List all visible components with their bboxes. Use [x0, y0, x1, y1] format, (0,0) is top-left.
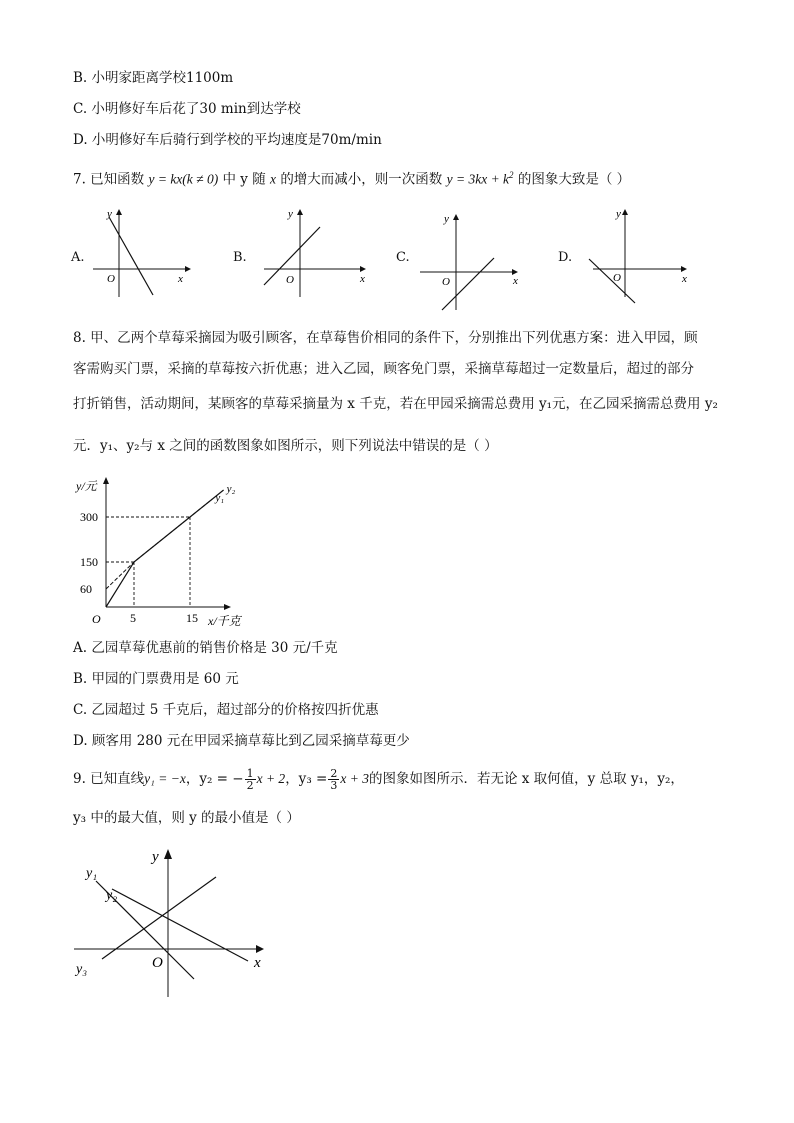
q8-stem-line3: 打折销售，活动期间，某顾客的草莓采摘量为 x 千克，若在甲园采摘需总费用 y₁元，在乙园采摘需总费用 y₂	[73, 396, 718, 412]
y-arrow-icon	[116, 209, 122, 215]
x-axis-label: x	[254, 955, 261, 971]
x-arrow-icon	[681, 266, 687, 272]
x-label: x	[360, 273, 365, 285]
y3-line	[102, 877, 216, 959]
q9-y1-eq: y₁ = −x	[144, 771, 186, 786]
x-axis-label: x/千克	[208, 614, 241, 628]
origin-label: O	[286, 274, 294, 286]
y-axis-label: y	[152, 849, 159, 865]
origin-label: O	[613, 272, 621, 284]
series-label-y2: y₂	[226, 483, 236, 495]
q6-option-d: D. 小明修好车后骑行到学校的平均速度是70m/min	[73, 132, 382, 148]
q7-mid2: 的增大而减小，则一次函数	[280, 171, 443, 188]
q7-mid: 中 y 随	[222, 171, 266, 188]
q8-stem-line1: 8. 甲、乙两个草莓采摘园为吸引顾客，在草莓售价相同的条件下，分别推出下列优惠方案：进入甲园，顾	[73, 330, 698, 346]
q7-graph-a	[85, 205, 215, 300]
x-arrow-icon	[360, 266, 366, 272]
q6-option-b: B. 小明家距离学校1100m	[73, 70, 234, 86]
x-label: x	[682, 273, 687, 285]
y-arrow-icon	[297, 209, 303, 215]
q7-prefix: 7. 已知函数	[73, 171, 145, 188]
y-tick-label: 300	[80, 510, 98, 524]
origin-label: O	[152, 955, 163, 971]
graph-line	[109, 217, 153, 295]
y-arrow-icon	[622, 209, 628, 215]
q8-option-b: B. 甲园的门票费用是 60 元	[73, 671, 239, 687]
y-axis-label: y/元	[76, 479, 97, 493]
q9-frac1-num: 1	[246, 767, 254, 780]
series-line-y2	[106, 490, 224, 607]
q7-func1: y = kx(k ≠ 0)	[148, 171, 219, 187]
q9-y3-eq-b: x + 3	[340, 771, 369, 786]
q7-option-c-label: C.	[396, 250, 410, 265]
q9-y2-eq-a: ，y₂ = −	[185, 771, 244, 787]
y-arrow-icon	[453, 214, 459, 220]
q7-graph-b	[260, 205, 390, 300]
q9-frac2	[328, 768, 339, 791]
y-label: y	[107, 208, 112, 220]
q9-frac1-den: 2	[246, 779, 254, 792]
q9-stem-line1	[73, 768, 684, 791]
q9-y2-eq-b: x + 2	[256, 771, 286, 786]
q9-suffix: 的图象如图所示．若无论 x 取何值，y 总取 y₁，y₂，	[368, 771, 684, 787]
graph-line	[589, 259, 635, 303]
x-arrow-icon	[256, 945, 264, 953]
y-label: y	[616, 208, 621, 220]
q9-frac2-den: 3	[330, 779, 338, 792]
q8-chart	[70, 466, 260, 636]
q9-stem-line2: y₃ 中的最大值，则 y 的最小值是（ ）	[73, 810, 300, 826]
q7-option-b-label: B.	[233, 250, 247, 265]
q9-prefix: 9. 已知直线	[73, 771, 145, 787]
q9-graph	[70, 845, 280, 1005]
y-arrow-icon	[164, 849, 172, 859]
q7-suffix: 的图象大致是（ ）	[517, 171, 631, 188]
q9-frac2-num: 2	[330, 767, 338, 780]
q9-y3-eq-a: ，y₃ =	[285, 771, 328, 787]
y3-label: y₃	[76, 962, 88, 977]
origin-label: O	[107, 273, 115, 285]
x-tick-label: 15	[186, 611, 198, 625]
y1-label: y₁	[86, 866, 98, 881]
x-arrow-icon	[185, 266, 191, 272]
x-label: x	[178, 273, 183, 285]
y-label: y	[444, 213, 449, 225]
q8-option-a: A. 乙园草莓优惠前的销售价格是 30 元/千克	[73, 640, 338, 656]
y-arrow-icon	[103, 477, 109, 484]
q8-option-c: C. 乙园超过 5 千克后，超过部分的价格按四折优惠	[73, 702, 379, 718]
y2-line	[112, 889, 248, 961]
q7-func2-exp: 2	[509, 170, 514, 180]
y-label: y	[288, 208, 293, 220]
q7-x: x	[270, 171, 277, 187]
q8-stem-line2: 客需购买门票，采摘的草莓按六折优惠；进入乙园，顾客免门票，采摘草莓超过一定数量后，超过的部分	[73, 361, 694, 377]
y2-label: y₂	[106, 888, 118, 903]
x-tick-label: 5	[130, 611, 136, 625]
series-label-y1: y₁	[215, 492, 225, 504]
q7-option-d-label: D.	[558, 250, 573, 265]
q7-graph-c	[416, 210, 546, 310]
y-tick-label: 60	[80, 582, 92, 596]
q7-func2: y = 3kx + k	[446, 171, 510, 187]
q7-graph-d	[585, 205, 715, 300]
x-label: x	[513, 275, 518, 287]
origin-label: O	[442, 276, 450, 288]
q8-stem-line4: 元．y₁、y₂与 x 之间的函数图象如图所示，则下列说法中错误的是（ ）	[73, 438, 498, 454]
q7-option-a-label: A.	[71, 250, 85, 265]
y-tick-label: 150	[80, 555, 98, 569]
q9-frac1	[245, 768, 256, 791]
q6-option-c: C. 小明修好车后花了30 min到达学校	[73, 101, 301, 117]
q7-stem	[73, 165, 630, 190]
origin-label: O	[92, 612, 101, 626]
q8-option-d: D. 顾客用 280 元在甲园采摘草莓比到乙园采摘草莓更少	[73, 733, 410, 749]
x-arrow-icon	[224, 604, 231, 610]
